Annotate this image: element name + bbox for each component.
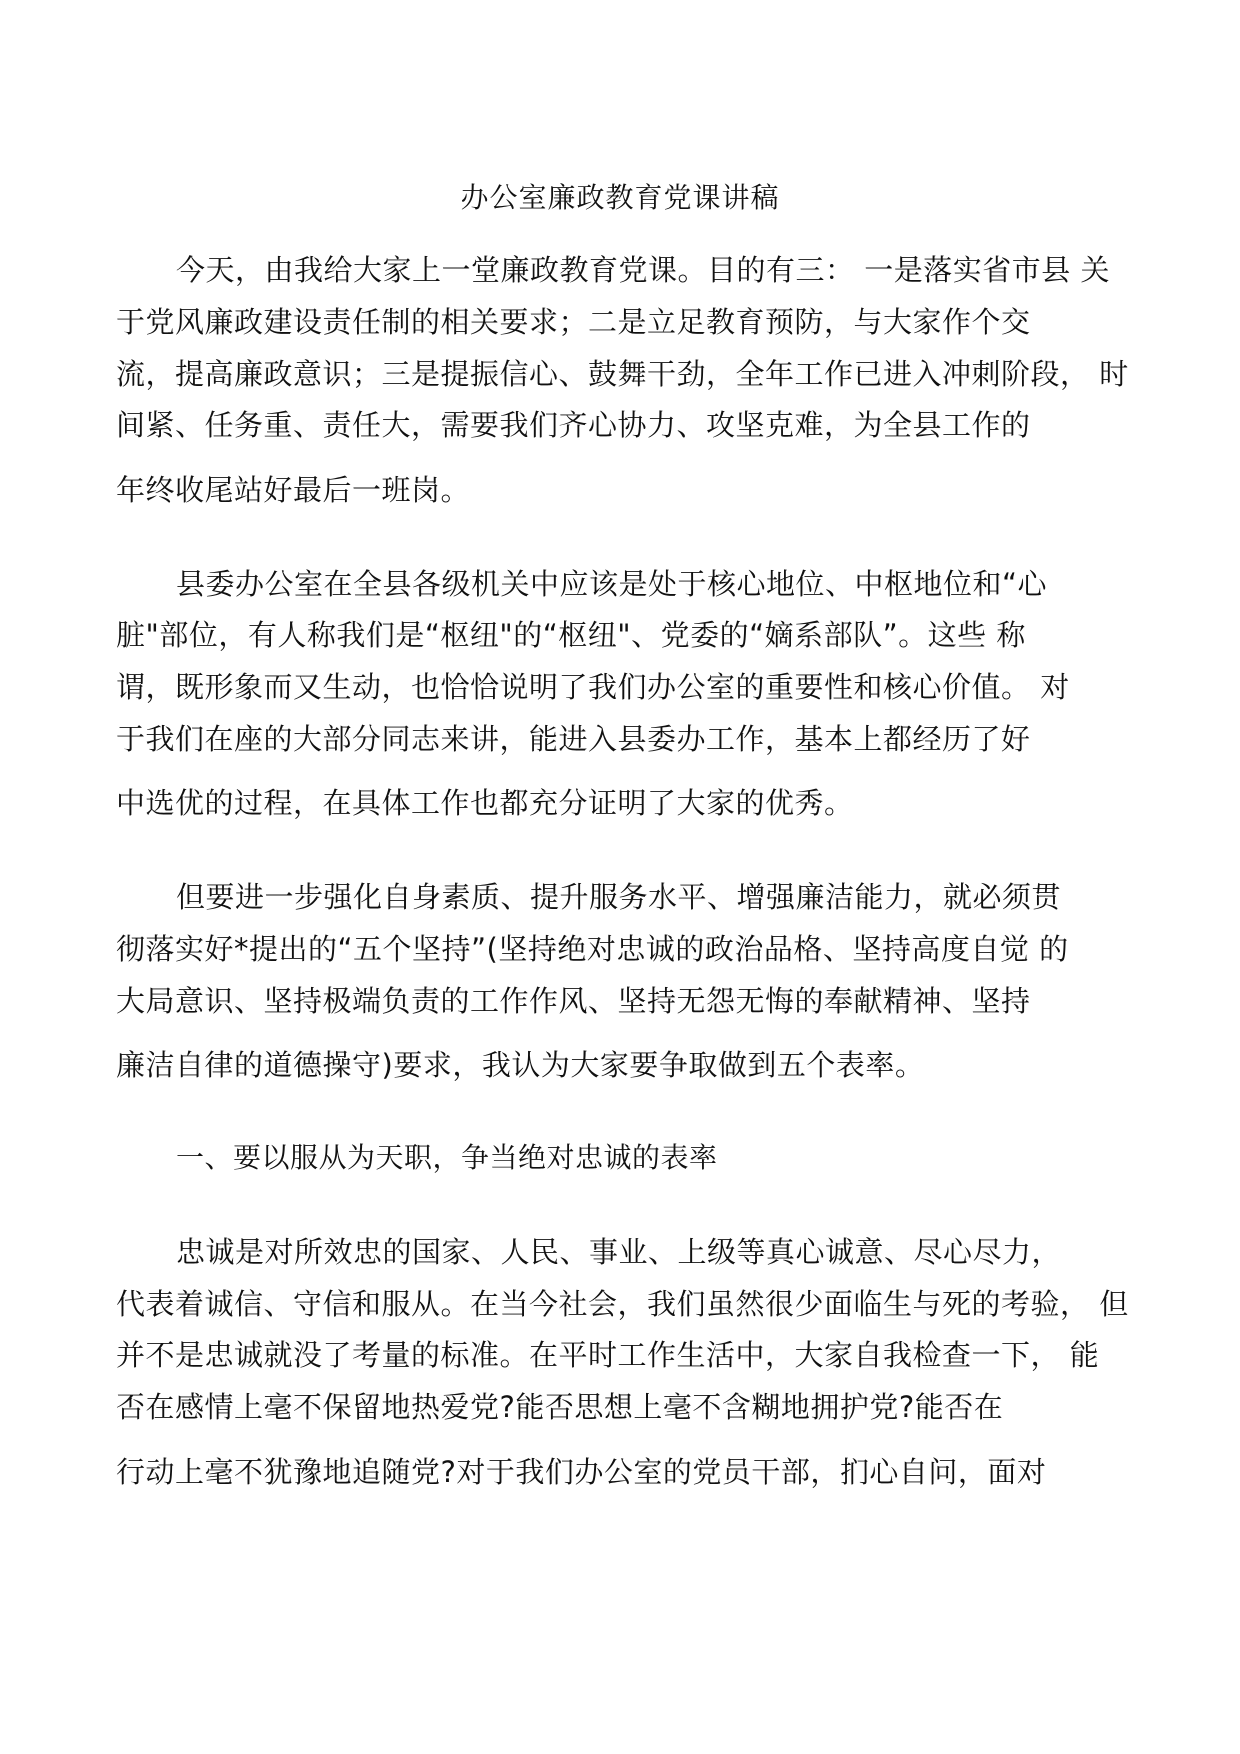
paragraph-4-line-2: 代表着诚信、守信和服从。在当今社会，我们虽然很少面临生与死的考验， 但 [116,1287,1129,1321]
paragraph-2-line-4: 于我们在座的大部分同志来讲，能进入县委办工作，基本上都经历了好 [116,722,1031,756]
paragraph-1-line-2: 于党风廉政建设责任制的相关要求；二是立足教育预防，与大家作个交 [116,305,1031,339]
paragraph-2-line-3: 谓，既形象而又生动，也恰恰说明了我们办公室的重要性和核心价值。 对 [116,670,1070,704]
paragraph-1-line-3: 流，提高廉政意识；三是提振信心、鼓舞干劲，全年工作已进入冲刺阶段， 时 [116,357,1129,391]
paragraph-1-line-4: 间紧、任务重、责任大，需要我们齐心协力、攻坚克难，为全县工作的 [116,408,1031,442]
paragraph-1-line-1: 今天，由我给大家上一堂廉政教育党课。目的有三： 一是落实省市县 关 [176,253,1110,287]
paragraph-4-line-3: 并不是忠诚就没了考量的标准。在平时工作生活中，大家自我检查一下， 能 [116,1338,1100,1372]
paragraph-4-line-1: 忠诚是对所效忠的国家、人民、事业、上级等真心诚意、尽心尽力， [176,1235,1062,1269]
paragraph-2-line-5: 中选优的过程，在具体工作也都充分证明了大家的优秀。 [116,786,854,820]
paragraph-1-line-5: 年终收尾站好最后一班岗。 [116,473,471,507]
document-title: 办公室廉政教育党课讲稿 [460,181,780,214]
paragraph-3-line-4: 廉洁自律的道德操守)要求，我认为大家要争取做到五个表率。 [116,1048,925,1082]
section-heading-1: 一、要以服从为天职，争当绝对忠诚的表率 [176,1141,718,1174]
paragraph-4-line-4: 否在感情上毫不保留地热爱党?能否思想上毫不含糊地拥护党?能否在 [116,1390,1004,1424]
paragraph-3-line-3: 大局意识、坚持极端负责的工作作风、坚持无怨无悔的奉献精神、坚持 [116,984,1031,1018]
paragraph-3-line-2: 彻落实好*提出的“五个坚持”(坚持绝对忠诚的政治品格、坚持高度自觉 的 [116,932,1069,966]
paragraph-2-line-2: 脏"部位，有人称我们是“枢纽"的“枢纽"、党委的“嫡系部队”。这些 称 [116,618,1026,652]
paragraph-3-line-1: 但要进一步强化自身素质、提升服务水平、增强廉洁能力，就必须贯 [176,880,1062,914]
paragraph-2-line-1: 县委办公室在全县各级机关中应该是处于核心地位、中枢地位和“心 [176,567,1048,601]
paragraph-4-line-5: 行动上毫不犹豫地追随党?对于我们办公室的党员干部，扪心自问，面对 [116,1455,1047,1489]
